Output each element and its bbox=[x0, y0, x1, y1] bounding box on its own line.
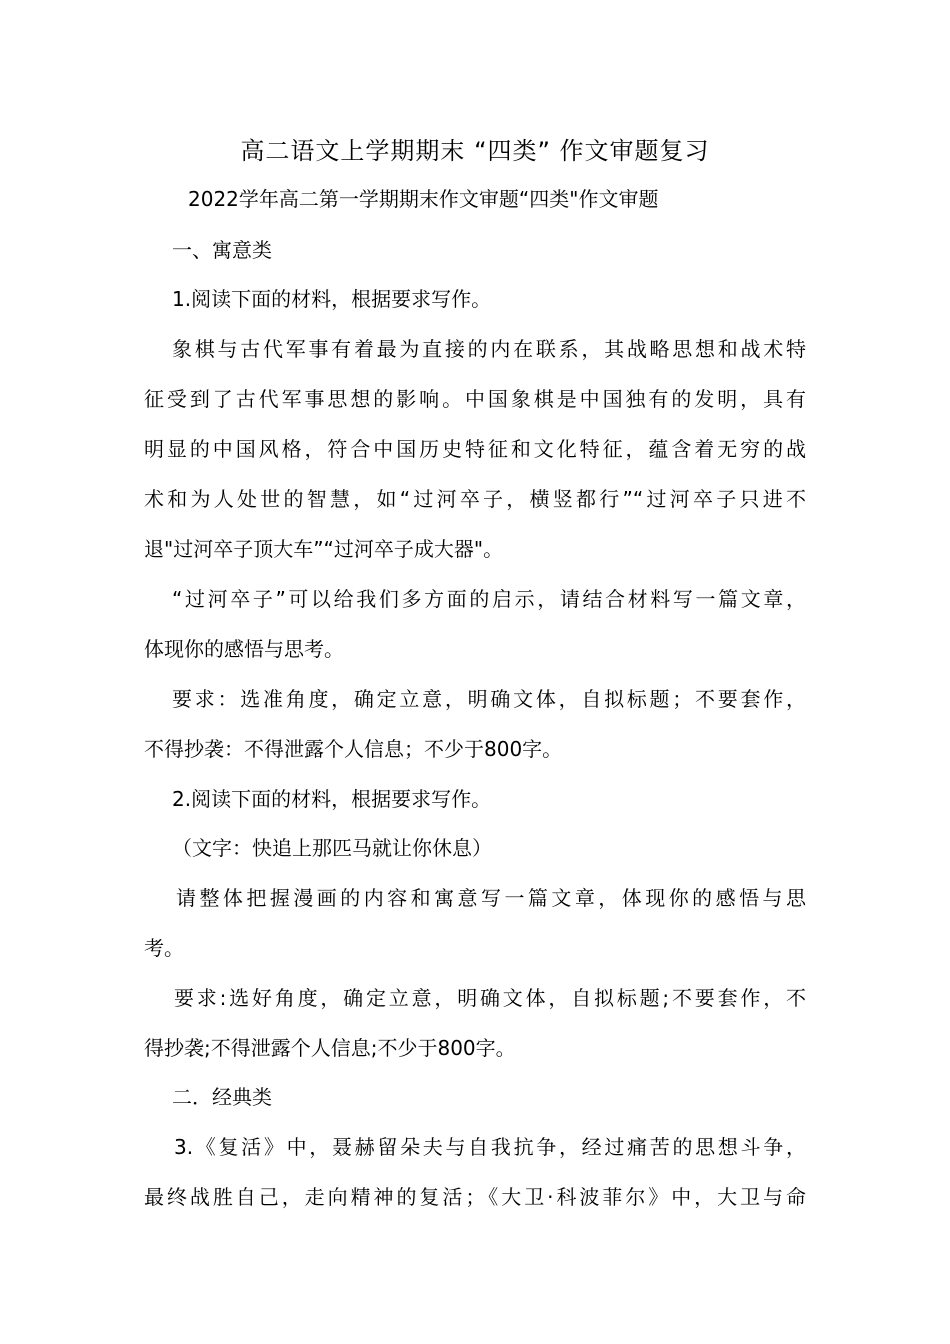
requirements-line: 要求:选好角度，确定立意，明确文体，自拟标题;不要套作，不 bbox=[174, 986, 806, 1010]
paragraph-line: “过河卒子”可以给我们多方面的启示，请结合材料写一篇文章， bbox=[172, 587, 806, 611]
paragraph-line: 体现你的感悟与思考。 bbox=[144, 637, 344, 661]
requirements-line: 不得抄袭：不得泄露个人信息；不少于800字。 bbox=[144, 737, 563, 761]
requirements-line: 得抄袭;不得泄露个人信息;不少于800字。 bbox=[144, 1036, 516, 1060]
paragraph-line: 退"过河卒子顶大车”“过河卒子成大器"。 bbox=[144, 537, 504, 561]
comic-caption: （文字：快追上那匹马就让你休息） bbox=[172, 836, 492, 860]
question-2-prompt: 2.阅读下面的材料，根据要求写作。 bbox=[172, 787, 492, 811]
paragraph-line: 术和为人处世的智慧，如“过河卒子，横竖都行”“过河卒子只进不 bbox=[144, 487, 806, 511]
requirements-line: 要求：选准角度，确定立意，明确文体，自拟标题；不要套作， bbox=[172, 687, 806, 711]
paragraph-line: 考。 bbox=[144, 936, 184, 960]
paragraph-line: 征受到了古代军事思想的影响。中国象棋是中国独有的发明，具有 bbox=[144, 387, 806, 411]
paragraph-line: 最终战胜自己，走向精神的复活；《大卫·科波菲尔》中，大卫与命 bbox=[144, 1185, 806, 1209]
document-title: 高二语文上学期期末 “四类” 作文审题复习 bbox=[240, 137, 710, 165]
paragraph-line: 3.《复活》中，聂赫留朵夫与自我抗争，经过痛苦的思想斗争， bbox=[174, 1135, 806, 1159]
section-heading-2: 二．经典类 bbox=[172, 1085, 272, 1109]
paragraph-line: 明显的中国风格，符合中国历史特征和文化特征，蕴含着无穷的战 bbox=[144, 437, 806, 461]
section-heading-1: 一、寓意类 bbox=[172, 238, 272, 262]
question-1-prompt: 1.阅读下面的材料，根据要求写作。 bbox=[172, 287, 492, 311]
paragraph-line: 象棋与古代军事有着最为直接的内在联系，其战略思想和战术特 bbox=[172, 337, 806, 361]
paragraph-line: 请整体把握漫画的内容和寓意写一篇文章，体现你的感悟与思 bbox=[176, 886, 806, 910]
subtitle-line: 2022学年高二第一学期期末作文审题“四类"作文审题 bbox=[188, 187, 659, 211]
